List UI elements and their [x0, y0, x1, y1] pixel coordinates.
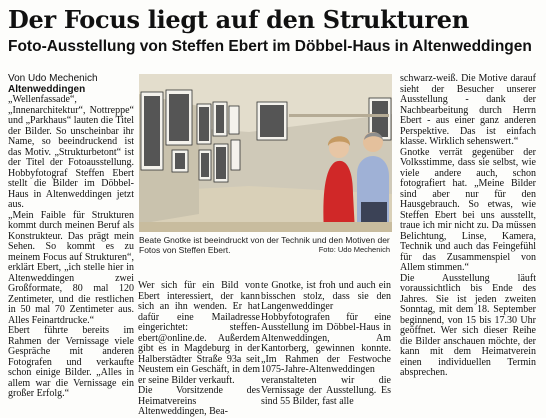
photo-credit: Foto: Udo Mechenich: [318, 245, 390, 254]
photo-caption: [139, 235, 392, 255]
exhibition-photo-illustration: [139, 74, 392, 232]
paragraph: schwarz-weiß. Die Motive darauf sieht der Besucher unserer Ausstellung - dank der Nachbearbeitung durch Herrn Ebert - aus einer ganz anderen Perspektive. Das ist einfach klasse. Wirklich sehenswert.“: [400, 73, 536, 147]
column-1: [8, 74, 134, 400]
paragraph: te Gnotke, ist froh und auch ein bisschen stolz, dass sie den Langenweddinger Hobbyfotografen für eine Ausstellung im Döbbel-Haus in Altenweddingen, Am Kantorberg, gewinnen konnte. „Im Rahmen der Festwoche 1075-Jahre-Altenweddingen veranstalteten wir die Vernissage der Ausstellung. Es sind 55 Bilder, fast alle: [261, 280, 391, 407]
dateline: Altenweddingen: [8, 83, 86, 95]
paragraph: Die Ausstellung läuft voraussichtlich bis Ende des Jahres. Sie ist jeden zweiten Sonntag, mit dem 18. September beginnend, von 15 bis 17.30 Uhr geöffnet. Wer sich dieser Reihe die Bilder anschauen möchte, der kann mit dem Heimatverein einen individuellen Termin absprechen.: [400, 272, 536, 378]
headline: Der Focus liegt auf den Strukturen: [8, 5, 469, 34]
column-4: [400, 74, 536, 379]
paragraph: Gnotke verrät gegenüber der Volksstimme, dass sie selbst, wie viele andere auch, schon fotografiert hat. „Meine Bilder sind aber nur für den Hausgebrauch. So etwas, wie Steffen Ebert bei uns ausstellt, traue ich mir nicht zu. Da müssen Belichtung, Linse, Kamera, Technik und auch das Feingefühl für das Zusammenspiel von Allem stimmen.“: [400, 146, 536, 273]
column-2: [138, 281, 260, 418]
column-3: [261, 281, 391, 407]
paragraph: Ebert führte bereits im Rahmen der Vernissage viele Gespräche mit anderen Fotografen und verkaufte schon einige Bilder. „Alles in allem war die Vernissage ein großer Erfolg.“: [8, 325, 134, 399]
paragraph: „Mein Faible für Strukturen kommt durch meinen Beruf als Konstrukteur. Das prägt mein Sehen. So kommt es zu meinem Focus auf Strukturen“, erklärt Ebert, „ich stelle hier in Altenweddingen zwei Großformate, 80 mal 120 Zentimeter, und die restlichen in 50 mal 70 Zentimeter aus. Alles Feinartdrucke.“: [8, 209, 134, 326]
exhibition-photo: [139, 74, 392, 232]
caption-text: Beate Gnotke ist beeindruckt von der Technik und den Motiven der Fotos von Steffen Ebert.: [139, 235, 390, 255]
paragraph: Die Vorsitzende des Heimatvereins Altenweddingen, Bea-: [138, 385, 260, 417]
paragraph: „Wellenfassade“, „Innenarchitektur“, Nottreppe“ und „Parkhaus“ lauten die Titel der Bilder. So unscheinbar ihr Name, so beeindruckend ist das Motiv. „Strukturbetont“ ist der Titel der Fotoausstellung. Hobbyfotograf Steffen Ebert stellt die Bilder im Döbbel-Haus in Altenweddingen jetzt aus.: [8, 94, 134, 210]
paragraph: Wer sich für ein Bild von Ebert interessiert, der kann sich an ihn wenden. Er hat dafür eine Mailadresse eingerichtet: steffen-ebert@online.de. Außerdem gibt es in Magdeburg in der Halberstädter Straße 93a seit Neustem ein Geschäft, in dem er seine Bilder verkauft.: [138, 280, 260, 386]
author-byline: Von Udo Mechenich: [8, 73, 98, 84]
subheadline: Foto-Ausstellung von Steffen Ebert im Döbbel-Haus in Altenweddingen: [8, 38, 532, 55]
